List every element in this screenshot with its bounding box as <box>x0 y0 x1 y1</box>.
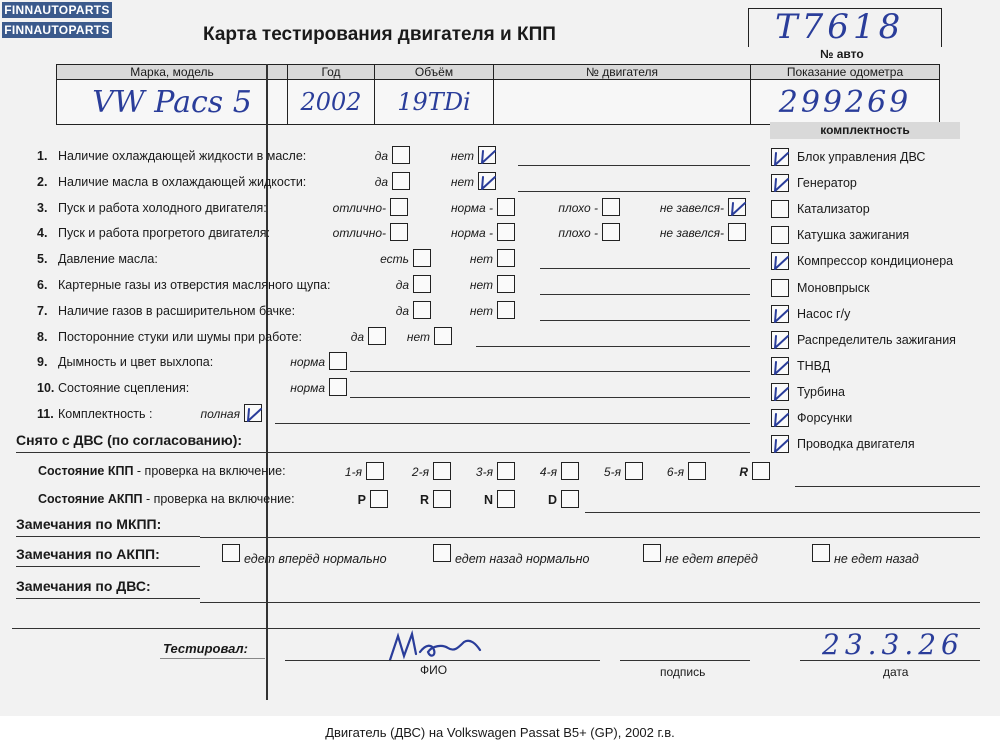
car-number-box <box>748 8 942 47</box>
answer-line <box>476 346 750 347</box>
kit-item-label: Проводка двигателя <box>797 437 915 451</box>
question-number: 1. <box>37 149 48 163</box>
akpp-remark-checkbox[interactable] <box>222 544 240 562</box>
option-checkbox[interactable] <box>390 223 408 241</box>
car-number-value: T7618 <box>775 7 905 47</box>
kit-item-label: Катализатор <box>797 202 870 216</box>
question-text: Посторонние стуки или шумы при работе: <box>58 330 302 344</box>
mode-label: R <box>419 493 429 507</box>
option-checkbox[interactable] <box>497 249 515 267</box>
year-value: 2002 <box>288 80 375 125</box>
option-checkbox[interactable] <box>413 301 431 319</box>
gear-checkbox[interactable] <box>688 462 706 480</box>
option-checkbox[interactable] <box>728 223 746 241</box>
gear-label: 1-я <box>344 465 362 479</box>
gear-label: 6-я <box>666 465 684 479</box>
option-label: плохо - <box>558 201 598 215</box>
checkmark-icon <box>772 306 788 322</box>
kpp-underline <box>795 486 980 487</box>
checkmark-icon <box>772 358 788 374</box>
remarks-dvs-label: Замечания по ДВС: <box>16 578 151 594</box>
column-header: № двигателя <box>494 65 751 80</box>
option-label: да <box>395 304 409 318</box>
model-value: VW Pacs 5 <box>57 80 288 125</box>
fio-label: ФИО <box>420 663 448 677</box>
option-checkbox[interactable] <box>244 404 262 422</box>
kit-item-label: Распределитель зажигания <box>797 333 956 347</box>
question-text: Дымность и цвет выхлопа: <box>58 355 214 369</box>
option-label: отлично- <box>332 201 386 215</box>
fio-line <box>285 660 600 661</box>
question-text: Пуск и работа прогретого двигателя: <box>58 226 270 240</box>
remarks-dvs-line <box>200 602 980 603</box>
question-text: Наличие масла в охлаждающей жидкости: <box>58 175 307 189</box>
image-caption: Двигатель (ДВС) на Volkswagen Passat B5+ (GP), 2002 г.в. <box>325 725 675 740</box>
kit-item-label: Катушка зажигания <box>797 228 910 242</box>
question-number: 6. <box>37 278 48 292</box>
question-number: 3. <box>37 201 48 215</box>
option-label: да <box>350 330 364 344</box>
kit-checkbox[interactable] <box>771 409 789 427</box>
question-number: 4. <box>37 226 48 240</box>
checkmark-icon <box>245 405 261 421</box>
option-checkbox[interactable] <box>497 198 515 216</box>
option-label: нет <box>406 330 430 344</box>
option-checkbox[interactable] <box>392 172 410 190</box>
akpp-remark-label: не едет назад <box>834 552 919 566</box>
question-text: Наличие охлаждающей жидкости в масле: <box>58 149 307 163</box>
answer-line <box>518 165 750 166</box>
gear-label: 5-я <box>603 465 621 479</box>
question-number: 5. <box>37 252 48 266</box>
gear-label: 2-я <box>411 465 429 479</box>
kit-item-label: Блок управления ДВС <box>797 150 926 164</box>
gear-checkbox[interactable] <box>752 462 770 480</box>
kit-item-label: Турбина <box>797 385 845 399</box>
option-label: норма - <box>450 201 493 215</box>
kit-item-label: ТНВД <box>797 359 831 373</box>
kit-checkbox[interactable] <box>771 148 789 166</box>
question-number: 7. <box>37 304 48 318</box>
mode-checkbox[interactable] <box>497 490 515 508</box>
mode-label: D <box>547 493 557 507</box>
signature-scribble <box>386 630 486 664</box>
option-label: нет <box>469 252 493 266</box>
option-label: норма - <box>450 226 493 240</box>
removed-section-underline <box>16 452 750 453</box>
option-checkbox[interactable] <box>434 327 452 345</box>
checkmark-icon <box>772 410 788 426</box>
removed-section-label: Снято с ДВС (по согласованию): <box>16 432 243 448</box>
remarks-akpp-underline <box>16 566 200 567</box>
date-label: дата <box>883 665 909 679</box>
option-label: нет <box>469 304 493 318</box>
gear-checkbox[interactable] <box>497 462 515 480</box>
option-checkbox[interactable] <box>413 275 431 293</box>
kit-checkbox[interactable] <box>771 435 789 453</box>
odometer-value: 299269 <box>751 80 940 125</box>
akpp-remark-label: не едет вперёд <box>665 552 758 566</box>
vehicle-header-table <box>56 64 940 125</box>
engine-number-value <box>494 80 751 125</box>
gear-label: 3-я <box>475 465 493 479</box>
answer-line <box>350 371 750 372</box>
question-text: Пуск и работа холодного двигателя: <box>58 201 267 215</box>
question-number: 8. <box>37 330 48 344</box>
checkmark-icon <box>772 253 788 269</box>
akpp-remark-label: едет назад нормально <box>455 552 590 566</box>
option-label: есть <box>380 252 409 266</box>
column-header: Показание одометра <box>751 65 940 80</box>
checkmark-icon <box>772 384 788 400</box>
mode-checkbox[interactable] <box>561 490 579 508</box>
signature-line <box>620 660 750 661</box>
gear-label: R <box>739 465 748 479</box>
option-checkbox[interactable] <box>368 327 386 345</box>
kpp-test-label: Состояние КПП - проверка на включение: <box>38 464 286 478</box>
option-checkbox[interactable] <box>602 198 620 216</box>
question-number: 11. <box>37 407 54 421</box>
option-checkbox[interactable] <box>497 301 515 319</box>
car-number-label: № авто <box>820 47 864 61</box>
question-text: Наличие газов в расширительном бачке: <box>58 304 296 318</box>
option-checkbox[interactable] <box>478 172 496 190</box>
kit-item-label: Форсунки <box>797 411 853 425</box>
gear-label: 4-я <box>539 465 557 479</box>
page-title: Карта тестирования двигателя и КПП <box>203 24 556 45</box>
mode-checkbox[interactable] <box>370 490 388 508</box>
checkmark-icon <box>479 147 495 163</box>
option-checkbox[interactable] <box>602 223 620 241</box>
remarks-mkpp-line <box>200 537 980 538</box>
option-label: не завелся- <box>659 201 724 215</box>
option-label: нет <box>469 278 493 292</box>
checkmark-icon <box>479 173 495 189</box>
answer-line <box>518 191 750 192</box>
mode-label: N <box>483 493 493 507</box>
gear-checkbox[interactable] <box>561 462 579 480</box>
kit-item-label: Насос г/у <box>797 307 851 321</box>
akpp-remark-checkbox[interactable] <box>643 544 661 562</box>
akpp-underline <box>585 512 980 513</box>
option-label: отлично- <box>332 226 386 240</box>
option-label: не завелся- <box>659 226 724 240</box>
mode-label: P <box>357 493 366 507</box>
kit-checkbox[interactable] <box>771 174 789 192</box>
option-checkbox[interactable] <box>329 352 347 370</box>
checkmark-icon <box>729 199 745 215</box>
kit-heading: комплектность <box>770 122 960 139</box>
watermark-logo: FINNAUTOPARTS <box>2 2 112 18</box>
akpp-remark-checkbox[interactable] <box>433 544 451 562</box>
kit-checkbox[interactable] <box>771 331 789 349</box>
answer-line <box>540 320 750 321</box>
column-header: Объём <box>375 65 494 80</box>
answer-line <box>540 294 750 295</box>
kit-item-label: Моновпрыск <box>797 281 870 295</box>
option-label: да <box>374 149 388 163</box>
option-checkbox[interactable] <box>392 146 410 164</box>
tested-by-underline <box>160 658 265 659</box>
akpp-remark-checkbox[interactable] <box>812 544 830 562</box>
kit-checkbox[interactable] <box>771 383 789 401</box>
option-checkbox[interactable] <box>413 249 431 267</box>
option-label: полная <box>200 407 240 421</box>
checkmark-icon <box>772 175 788 191</box>
question-text: Давление масла: <box>58 252 158 266</box>
option-label: нет <box>450 149 474 163</box>
option-label: да <box>374 175 388 189</box>
column-header: Марка, модель <box>57 65 288 80</box>
tested-by-label: Тестировал: <box>163 641 248 656</box>
kit-checkbox[interactable] <box>771 305 789 323</box>
option-label: да <box>395 278 409 292</box>
question-number: 10. <box>37 381 55 395</box>
kit-checkbox[interactable] <box>771 252 789 270</box>
answer-line <box>275 423 750 424</box>
signature-label: подпись <box>660 665 706 679</box>
mode-checkbox[interactable] <box>433 490 451 508</box>
option-checkbox[interactable] <box>497 223 515 241</box>
kit-checkbox[interactable] <box>771 200 789 218</box>
option-checkbox[interactable] <box>478 146 496 164</box>
akpp-test-label: Состояние АКПП - проверка на включение: <box>38 492 295 506</box>
column-header: Год <box>288 65 375 80</box>
checkmark-icon <box>772 332 788 348</box>
option-label: норма <box>290 381 325 395</box>
remarks-akpp-label: Замечания по АКПП: <box>16 546 160 562</box>
option-checkbox[interactable] <box>390 198 408 216</box>
kit-checkbox[interactable] <box>771 357 789 375</box>
answer-line <box>540 268 750 269</box>
checkmark-icon <box>772 436 788 452</box>
option-checkbox[interactable] <box>329 378 347 396</box>
gear-checkbox[interactable] <box>625 462 643 480</box>
question-text: Картерные газы из отверстия масляного щупа: <box>58 278 331 292</box>
question-number: 9. <box>37 355 48 369</box>
question-text: Комплектность : <box>58 407 153 421</box>
remarks-mkpp-label: Замечания по МКПП: <box>16 516 162 532</box>
gear-checkbox[interactable] <box>433 462 451 480</box>
gear-checkbox[interactable] <box>366 462 384 480</box>
question-number: 2. <box>37 175 48 189</box>
kit-item-label: Генератор <box>797 176 857 190</box>
option-checkbox[interactable] <box>497 275 515 293</box>
option-label: норма <box>290 355 325 369</box>
watermark-logo: FINNAUTOPARTS <box>2 22 112 38</box>
answer-line <box>350 397 750 398</box>
akpp-remark-label: едет вперёд нормально <box>244 552 387 566</box>
kit-item-label: Компрессор кондиционера <box>797 254 954 268</box>
question-text: Состояние сцепления: <box>58 381 190 395</box>
option-label: плохо - <box>558 226 598 240</box>
option-checkbox[interactable] <box>728 198 746 216</box>
kit-checkbox[interactable] <box>771 226 789 244</box>
kit-checkbox[interactable] <box>771 279 789 297</box>
remarks-dvs-underline <box>16 598 200 599</box>
remarks-mkpp-underline <box>16 536 200 537</box>
checkmark-icon <box>772 149 788 165</box>
option-label: нет <box>450 175 474 189</box>
volume-value: 19TDi <box>375 80 494 125</box>
date-value: 23.3.26 <box>822 628 964 661</box>
